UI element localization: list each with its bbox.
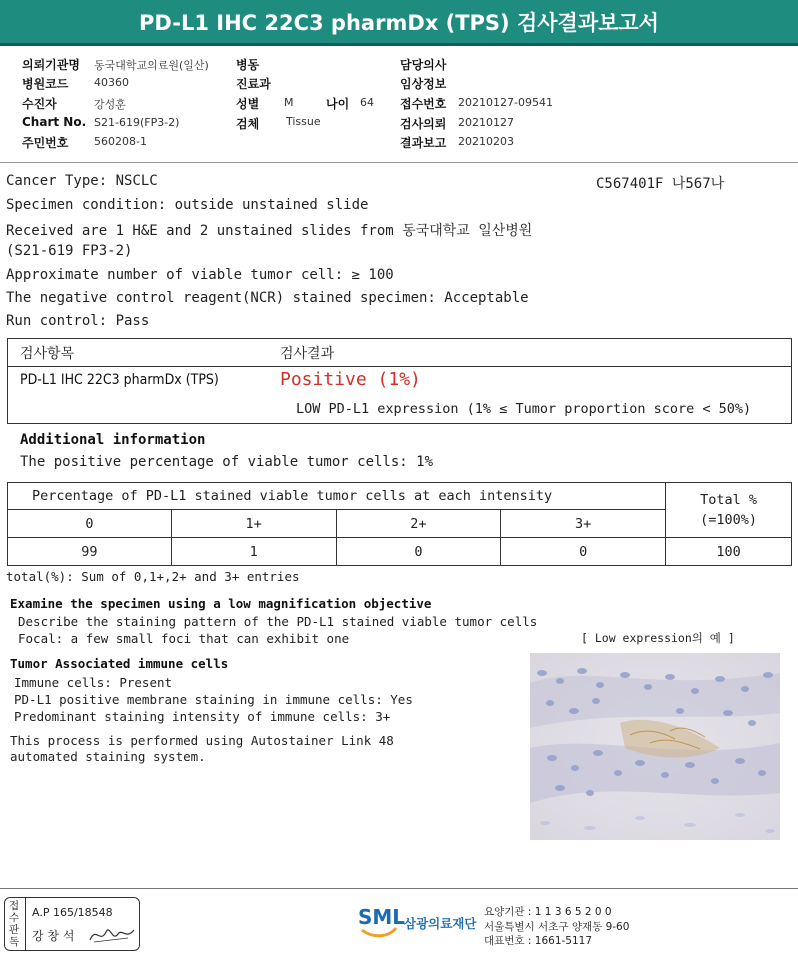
examine-heading: Examine the specimen using a low magnification objective (10, 596, 432, 611)
intensity-value-1: 1 (171, 538, 336, 566)
phone: 대표번호 : 1661-5117 (484, 935, 593, 947)
age-label: 나이 (326, 97, 350, 111)
hospital-code-value: 40360 (94, 76, 129, 89)
ward-label: 병동 (236, 58, 260, 72)
test-name: PD-L1 IHC 22C3 pharmDx (TPS) (20, 372, 219, 388)
hospital-label: 의뢰기관명 (22, 58, 80, 72)
receipt-no-label: 접수번호 (400, 97, 447, 111)
test-result: Positive (1%) (280, 369, 421, 390)
additional-info-text: The positive percentage of viable tumor cells: 1% (20, 454, 434, 470)
additional-info-heading: Additional information (20, 432, 206, 448)
report-date-value: 20210203 (458, 135, 514, 148)
sex-label: 성별 (236, 97, 260, 111)
stamp-divider (25, 898, 26, 950)
intensity-level-2: 2+ (336, 510, 501, 538)
sml-logo-text: SML (358, 905, 406, 929)
intensity-total: 100 (666, 538, 792, 566)
age-value: 64 (360, 96, 374, 109)
org-name: 삼광의료재단 (404, 916, 477, 931)
department-label: 진료과 (236, 77, 271, 91)
stamp-label: 접수 판독 (9, 900, 20, 948)
specimen-label: 검체 (236, 117, 260, 131)
report-title: PD-L1 IHC 22C3 pharmDx (TPS) 검사결과보고서 (139, 11, 659, 35)
viable-tumor-cells: Approximate number of viable tumor cell: ≥ 100 (6, 267, 394, 283)
immune-line3: Predominant staining intensity of immune cells: 3+ (14, 709, 391, 724)
hospital-code-label: 병원코드 (22, 77, 69, 91)
intensity-header: Percentage of PD-L1 stained viable tumor cells at each intensity (8, 483, 666, 510)
examine-line2: Focal: a few small foci that can exhibit one (18, 631, 350, 646)
run-control: Run control: Pass (6, 313, 150, 329)
request-date-value: 20210127 (458, 116, 514, 129)
report-date-label: 결과보고 (400, 136, 447, 150)
result-table-divider (8, 366, 791, 367)
process-line2: automated staining system. (10, 749, 206, 764)
ncr-status: The negative control reagent(NCR) stained specimen: Acceptable (6, 290, 529, 306)
intensity-level-0: 0 (8, 510, 172, 538)
received-slides: Received are 1 H&E and 2 unstained slides from 동국대학교 일산병원 (6, 223, 533, 239)
intensity-level-3: 3+ (501, 510, 666, 538)
specimen-value: Tissue (286, 115, 321, 128)
chart-no-value: S21-619(FP3-2) (94, 116, 180, 129)
total-header-line1: Total % (700, 492, 757, 508)
clinical-info-label: 임상정보 (400, 77, 447, 91)
immune-line2: PD-L1 positive membrane staining in immune cells: Yes (14, 692, 413, 707)
intensity-value-2: 0 (336, 538, 501, 566)
specimen-code: C567401F 나567나 (596, 176, 725, 192)
address: 서울특별시 서초구 양재동 9-60 (484, 921, 630, 933)
footer-divider (0, 888, 798, 889)
intensity-table (7, 482, 792, 566)
examine-line1: Describe the staining pattern of the PD-L1 stained viable tumor cells (18, 614, 538, 629)
immune-heading: Tumor Associated immune cells (10, 656, 229, 671)
image-caption: [ Low expression의 예 ] (581, 631, 735, 645)
total-note: total(%): Sum of 0,1+,2+ and 3+ entries (6, 569, 300, 584)
col-test-result: 검사결과 (280, 346, 335, 362)
intensity-value-0: 99 (8, 538, 172, 566)
patient-value: 강성훈 (94, 98, 126, 111)
doctor-label: 담당의사 (400, 58, 447, 72)
resident-no-value: 560208-1 (94, 135, 147, 148)
ihc-micrograph (530, 653, 780, 840)
total-header-line2: (=100%) (700, 512, 757, 528)
institution-number: 요양기관 : 1 1 3 6 5 2 0 0 (484, 906, 612, 918)
resident-no-label: 주민번호 (22, 136, 69, 150)
receipt-no-value: 20210127-09541 (458, 96, 553, 109)
report-title-bar (0, 0, 798, 46)
immune-line1: Immune cells: Present (14, 675, 173, 690)
col-test-item: 검사항목 (20, 346, 75, 362)
chart-no-label: Chart No. (22, 115, 87, 129)
received-id: (S21-619 FP3-2) (6, 243, 133, 259)
process-line1: This process is performed using Autostainer Link 48 (10, 733, 394, 748)
hospital-value: 동국대학교의료원(일산) (94, 59, 209, 72)
patient-label: 수진자 (22, 97, 57, 111)
result-interpretation: LOW PD-L1 expression (1% ≤ Tumor proportion score < 50%) (296, 401, 752, 417)
total-header (666, 483, 792, 538)
specimen-condition: Specimen condition: outside unstained slide (6, 197, 369, 213)
intensity-level-1: 1+ (171, 510, 336, 538)
stamp-id: A.P 165/18548 (32, 906, 113, 919)
header-divider (0, 162, 798, 163)
request-date-label: 검사의뢰 (400, 117, 447, 131)
sex-value: M (284, 96, 294, 109)
stamp-name: 강 창 석 (32, 929, 75, 943)
cancer-type: Cancer Type: NSCLC (6, 173, 158, 189)
micrograph-svg (530, 653, 780, 840)
intensity-value-3: 0 (501, 538, 666, 566)
signature (88, 922, 136, 946)
